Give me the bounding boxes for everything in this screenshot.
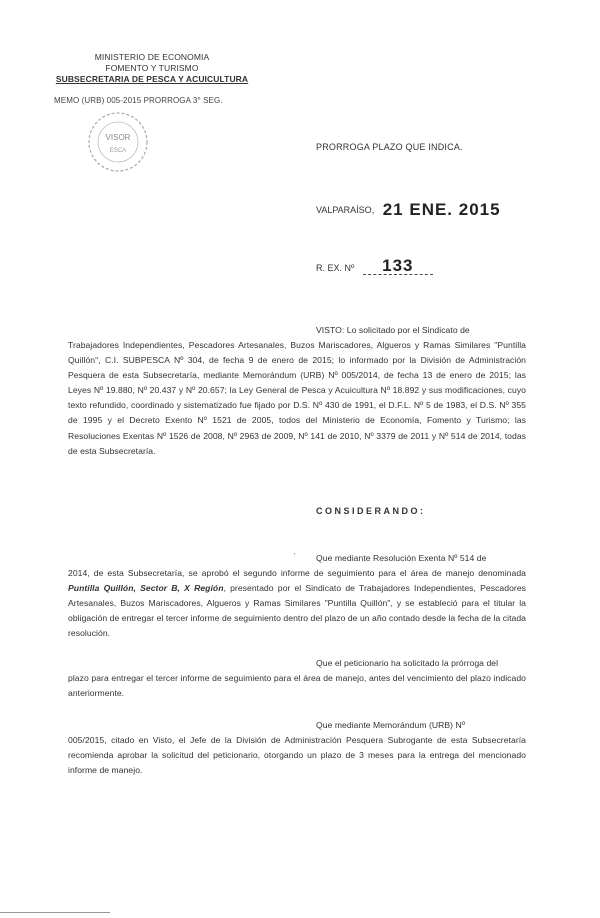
subsecretaria-line: SUBSECRETARIA DE PESCA Y ACUICULTURA (55, 74, 249, 84)
date-label: VALPARAÍSO, (316, 205, 375, 215)
resolution-number-line (316, 258, 433, 275)
considerando-1-text-a: 2014, de esta Subsecretaría, se aprobó el segundo informe de seguimiento para el área de manejo denominada (68, 568, 526, 578)
ministry-line: MINISTERIO DE ECONOMIA (94, 52, 210, 62)
considerando-1-paragraph (68, 566, 526, 641)
considerando-1-first-line: Que mediante Resolución Exenta Nº 514 de (316, 553, 487, 563)
considerando-3-first-line: Que mediante Memorándum (URB) Nº (316, 720, 465, 730)
page-edge-rule (0, 912, 110, 913)
date-value: 21 ENE. 2015 (382, 200, 501, 219)
considerando-1-text-b: , presentado por el Sindicato de Trabajadores Independientes, Pescadores Artesanales, Buzos Mariscadores, Algueros y Ramas Similares "Puntilla Quillón", y se estableció para el titular la obligación de entregar el tercer informe de seguimiento dentro del plazo de un año contado desde la fecha de la citada resolución. (68, 583, 526, 639)
considerando-heading: CONSIDERANDO: (316, 506, 426, 516)
memo-reference: MEMO (URB) 005-2015 PRORROGA 3° SEG. (54, 96, 223, 105)
svg-text:ESCA: ESCA (109, 148, 127, 154)
document-title: PRORROGA PLAZO QUE INDICA. (316, 142, 463, 152)
rex-label: R. EX. Nº (316, 263, 355, 273)
rex-number: 133 (363, 258, 433, 275)
date-line (316, 200, 501, 220)
area-name: Puntilla Quillón, Sector B, X Región (68, 583, 224, 594)
considerando-2-first-line: Que el peticionario ha solicitado la prórroga del (316, 658, 499, 668)
considerando-2-paragraph: plazo para entregar el tercer informe de seguimiento para el área de manejo, antes del vencimiento del plazo indicado anteriormente. (68, 673, 526, 699)
ministry-subline: FOMENTO Y TURISMO (105, 63, 199, 73)
margin-mark: ' (294, 552, 296, 561)
visto-first-line: VISTO: Lo solicitado por el Sindicato de (316, 325, 470, 335)
letterhead (52, 52, 252, 85)
svg-text:VISOR: VISOR (105, 133, 131, 142)
official-stamp-icon (86, 110, 150, 174)
considerando-3-paragraph: 005/2015, citado en Visto, el Jefe de la División de Administración Pesquera Subrogante de esta Subsecretaría recomienda aprobar la solicitud del peticionario, otorgando un plazo de 3 meses para la entrega del mencionado informe de manejo. (68, 735, 526, 776)
visto-paragraph: Trabajadores Independientes, Pescadores Artesanales, Buzos Mariscadores, Algueros y Ramas Similares "Puntilla Quillón", C.I. SUBPESCA Nº 304, de fecha 9 de enero de 2015; lo informado por la División de Administración Pesquera de esta Subsecretaría, mediante Memorándum (URB) Nº 005/2014, de fecha 13 de enero de 2015; las Leyes Nº 19.880, Nº 20.437 y Nº 20.657; la Ley General de Pesca y Acuicultura Nº 18.892 y sus modificaciones, cuyo texto refundido, coordinado y sistematizado fue fijado por D.S. Nº 430 de 1991, el D.F.L. Nº 5 de 1983, el D.S. Nº 355 de 1995 y el Decreto Exento Nº 1521 de 2005, todos del Ministerio de Economía, Fomento y Turismo; las Resoluciones Exentas Nº 1526 de 2008, Nº 2963 de 2009, Nº 141 de 2010, Nº 3379 de 2011 y Nº 514 de 2014, todas de esta Subsecretaría. (68, 340, 526, 456)
